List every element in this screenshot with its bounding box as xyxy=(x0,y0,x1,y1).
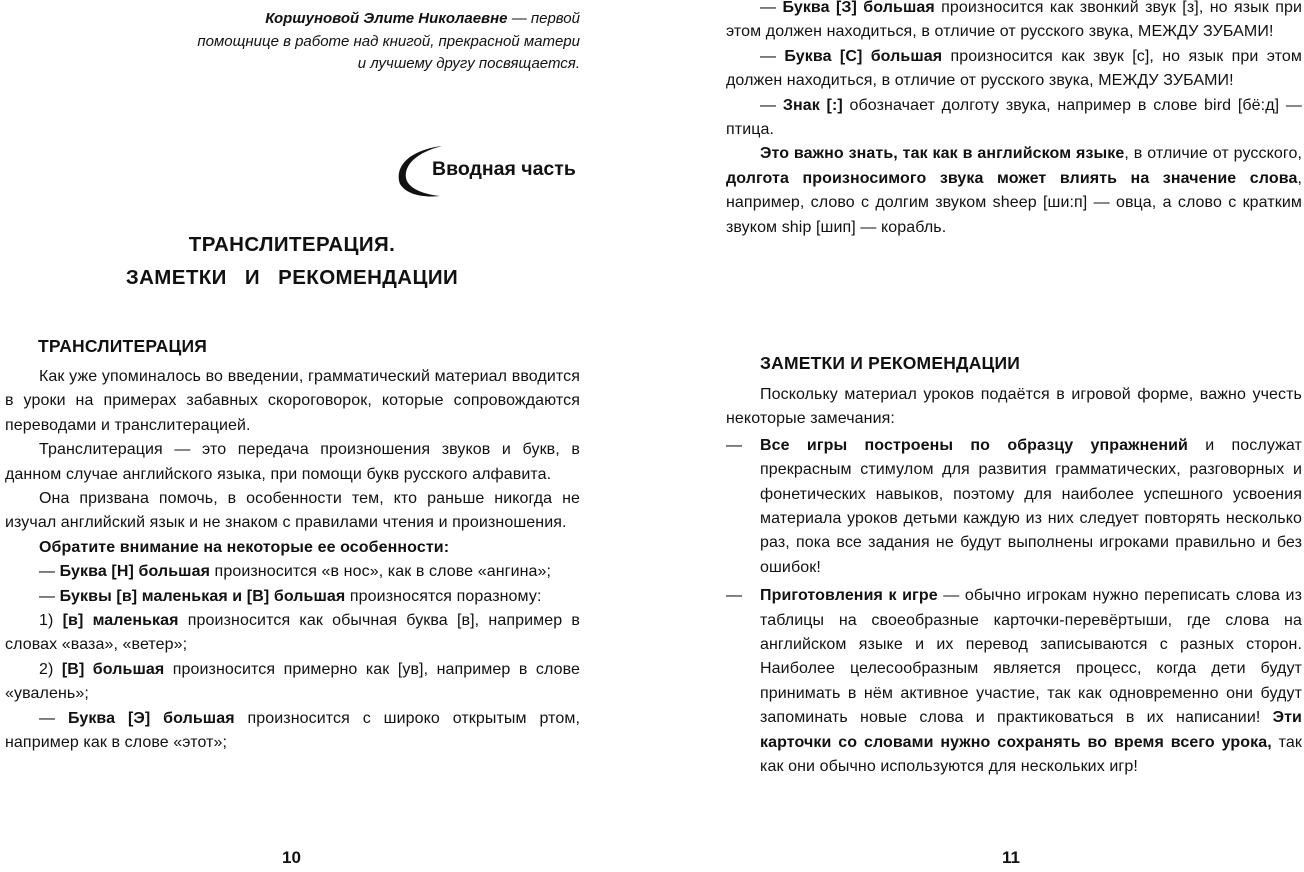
paragraph: Транслитерация — это передача произношения звуков и букв, в данном случае английского языка, при помощи букв русского алфавита. xyxy=(5,441,580,483)
subheading-transliteration: ТРАНСЛИТЕРАЦИЯ xyxy=(38,336,208,356)
paragraph-text: , например, слово с долгим звуком sheep [ши:п] — овца, а слово с кратким звуком ship [шип] — корабль. xyxy=(726,169,1302,236)
bold-text: Знак [:] xyxy=(782,96,843,114)
bold-text: [В] большая xyxy=(61,660,165,678)
list-item xyxy=(726,584,1302,779)
bold-text: Все игры построены по образцу упражнений xyxy=(760,436,1188,454)
bold-text: Буква [Э] большая xyxy=(67,709,235,727)
main-title-line-1: ТРАНСЛИТЕРАЦИЯ. xyxy=(188,233,396,256)
bold-text: Буква [Н] большая xyxy=(59,563,211,581)
paragraph xyxy=(5,658,580,707)
dash-prefix: — xyxy=(760,0,783,16)
dedication-name: Коршуновой Элите Николаевне xyxy=(265,10,508,27)
page-number: 10 xyxy=(282,848,301,867)
dedication xyxy=(190,8,580,76)
bold-text: долгота произносимого звука может влиять на значение слова xyxy=(726,169,1298,187)
paragraph-text: произносится как обычная буква [в], например в словах «ваза», «ветер»; xyxy=(5,612,581,654)
list-item-text: и послужат прекрасным стимулом для развития грамматических, разговорных и фонетических навыков, поэтому для наиболее успешного усвоения материала уроков детьми каждую из них следует повторять несколько раз, пока все задания не будут выполнены игроками правильно и без ошибок! xyxy=(760,436,1302,576)
section-banner xyxy=(392,144,592,200)
bold-text: Обратите внимание на некоторые ее особенности: xyxy=(39,538,450,556)
number-prefix: 1) xyxy=(39,612,63,630)
paragraph-text: обозначает долготу звука, например в слове bird [бё:д] — птица. xyxy=(726,96,1303,139)
right-body-text-bottom xyxy=(726,383,1302,780)
paragraph-text: произносится с широко открытым ртом, например как в слове «этот»; xyxy=(5,709,580,752)
dash-prefix: — xyxy=(39,563,60,581)
paragraph-text: произносится примерно как [ув], например в слове «увалень»; xyxy=(5,660,580,703)
paragraph-text: произносятся поразному: xyxy=(345,587,542,605)
bold-text: Это важно знать, так как в английском языке xyxy=(760,145,1125,163)
paragraph xyxy=(5,585,580,609)
paragraph xyxy=(726,94,1302,143)
paragraph xyxy=(726,142,1302,240)
paragraph xyxy=(5,707,580,756)
bold-text: [в] маленькая xyxy=(62,612,179,630)
left-body-text xyxy=(5,365,580,756)
paragraph-text: , в отличие от русского, xyxy=(1124,145,1303,163)
dash-marker: — xyxy=(726,436,743,454)
paragraph: Она призвана помочь, в особенности тем, кто раньше никогда не изучал английский язык и не знаком с правилами чтения и произношения. xyxy=(5,490,580,532)
paragraph: Как уже упоминалось во введении, грамматический материал вводится в уроки на примерах забавных скороговорок, которые сопровождаются переводами и транслитерацией. xyxy=(5,368,580,434)
right-body-text-top xyxy=(726,0,1302,240)
paragraph xyxy=(726,45,1302,94)
paragraph-text: произносится как звонкий звук [з], но язык при этом должен находиться, в отличие от русского звука, МЕЖДУ ЗУБАМИ! xyxy=(726,0,1302,41)
list-item xyxy=(726,434,1302,580)
dash-prefix: — xyxy=(760,47,785,65)
dash-marker: — xyxy=(726,587,743,605)
bold-text: Приготовления к игре xyxy=(760,587,938,605)
dash-prefix: — xyxy=(39,709,68,727)
dedication-text: — первой помощнице в работе над книгой, прекрасной матери и лучшему другу посвящается. xyxy=(197,10,580,72)
paragraph xyxy=(726,0,1302,45)
paragraph: Поскольку материал уроков подаётся в игровой форме, важно учесть некоторые замечания: xyxy=(726,386,1302,428)
list-item-text: так как они обычно используются для нескольких игр! xyxy=(760,733,1302,776)
section-label: Вводная часть xyxy=(432,158,576,180)
paragraph xyxy=(5,536,580,560)
paragraph-text: произносится «в нос», как в слове «ангина»; xyxy=(210,563,552,581)
paragraph-text: произносится как звук [с], но язык при этом должен находиться, в отличие от русского звука, МЕЖДУ ЗУБАМИ! xyxy=(726,47,1302,90)
main-title-line-2: ЗАМЕТКИ И РЕКОМЕНДАЦИИ xyxy=(125,266,459,289)
bold-text: Буква [З] большая xyxy=(782,0,935,16)
paragraph xyxy=(5,560,580,584)
paragraph xyxy=(5,609,580,658)
bold-text: Буква [С] большая xyxy=(784,47,943,65)
dash-prefix: — xyxy=(39,587,60,605)
page-number: 11 xyxy=(1002,848,1020,867)
dash-prefix: — xyxy=(760,96,783,114)
bold-text: Эти карточки со словами нужно сохранять во время всего урока, xyxy=(760,709,1302,751)
list-item-text: — обычно игрокам нужно переписать слова из таблицы на своеобразные карточки-перевёртыши, где слова на английском языке и их перевод записываются с разных сторон. Наиболее целесообразным является процесс, когда дети будут принимать в нём активное участие, так как одновременно они будут запоминать новые слова и практиковаться в их написании! xyxy=(760,587,1303,727)
number-prefix: 2) xyxy=(39,660,62,678)
right-page xyxy=(652,0,1304,872)
subheading-notes: ЗАМЕТКИ И РЕКОМЕНДАЦИИ xyxy=(760,353,1021,373)
bold-text: Буквы [в] маленькая и [В] большая xyxy=(59,587,346,605)
